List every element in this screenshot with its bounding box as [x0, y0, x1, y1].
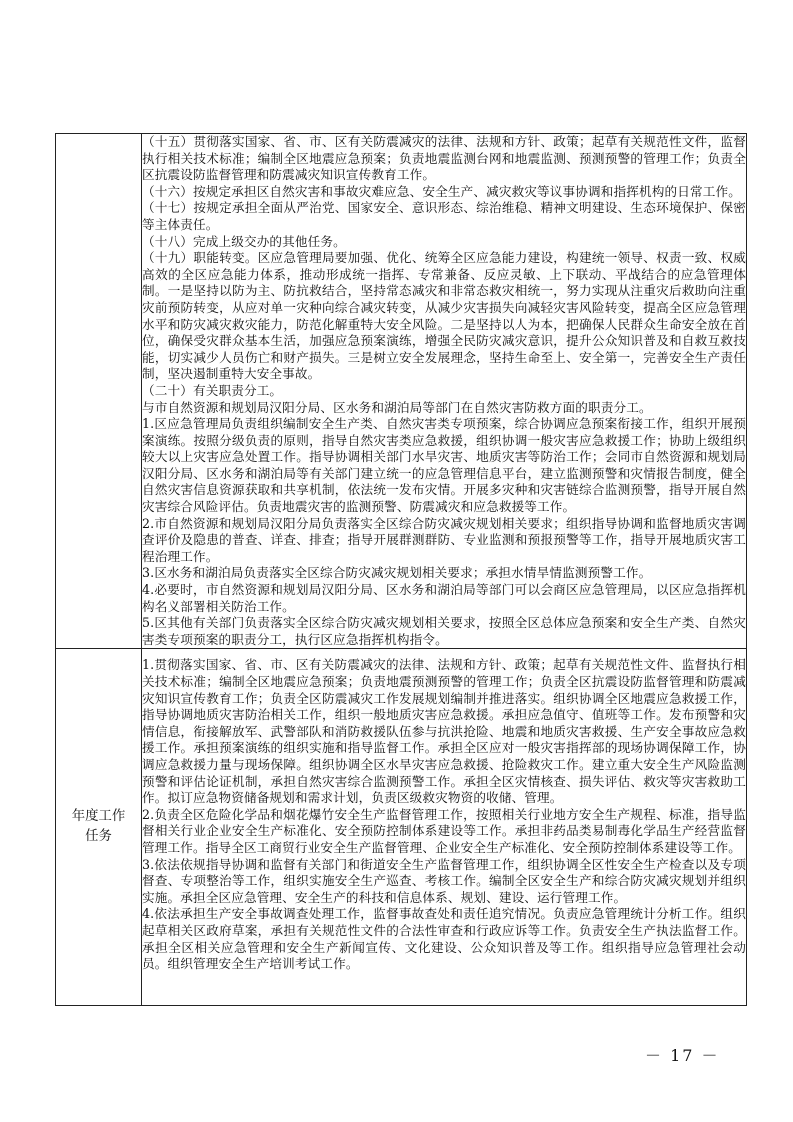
paragraph: 与市自然资源和规划局汉阳分局、区水务和湖泊局等部门在自然灾害防救方面的职责分工。 — [142, 399, 652, 415]
table-row-annual-tasks — [56, 649, 747, 1006]
duties-content-cell — [142, 134, 747, 649]
paragraph: 3.依法依规指导协调和监督有关部门和街道安全生产监督管理工作，组织协调全区性安全生产检查以及专项督查、专项整治等工作，组织实施安全生产巡查、考核工作。编制全区安全生产和综合防灾减灾规划并组织实施。承担全区应急管理、安全生产的科技和信息体系、规划、建设、运行管理工作。 — [142, 856, 746, 905]
paragraph: （十八）完成上级交办的其他任务。 — [142, 233, 346, 249]
paragraph: （十七）按规定承担全面从严治党、国家安全、意识形态、综治维稳、精神文明建设、生态环境保护、保密等主体责任。 — [142, 200, 746, 232]
paragraph: 2.市自然资源和规划局汉阳分局负责落实全区综合防灾减灾规划相关要求；组织指导协调和监督地质灾害调查评价及隐患的普查、详查、排查；指导开展群测群防、专业监测和预报预警等工作，指导开展地质灾害工程治理工作。 — [142, 515, 746, 564]
paragraph: 4.依法承担生产安全事故调查处理工作，监督事故查处和责任追究情况。负责应急管理统计分析工作。组织起草相关区政府草案，承担有关规范性文件的合法性审查和行政应诉等工作。负责安全生产执法监督工作。承担全区相关应急管理和安全生产新闻宣传、文化建设、公众知识普及等工作。组织指导应急管理社会动员。组织管理安全生产培训考试工作。 — [142, 906, 746, 972]
paragraph: 3.区水务和湖泊局负责落实全区综合防灾减灾规划相关要求；承担水情旱情监测预警工作。 — [142, 565, 652, 581]
table-row-duties — [56, 134, 747, 649]
page-number: － 17 － — [645, 1046, 720, 1065]
paragraph: 2.负责全区危险化学品和烟花爆竹安全生产监督管理工作，按照相关行业地方安全生产规程、标准，指导监督相关行业企业安全生产标准化、安全预防控制体系建设等工作。承担非药品类易制毒化学品生产经营监督管理工作。指导全区工商贸行业安全生产监督管理、企业安全生产标准化、安全预防控制体系建设等工作。 — [142, 806, 746, 855]
paragraph: （十五）贯彻落实国家、省、市、区有关防震减灾的法律、法规和方针、政策；起草有关规范性文件，监督执行相关技术标准；编制全区地震应急预案；负责地震监测台网和地震监测、预测预警的管理工作；负责全区抗震设防监督管理和防震减灾知识宣传教育工作。 — [142, 134, 746, 183]
paragraph: （十六）按规定承担区自然灾害和事故灾难应急、安全生产、减灾救灾等议事协调和指挥机构的日常工作。 — [142, 183, 741, 199]
annual-tasks-content-cell — [142, 649, 747, 1006]
paragraph: 4.必要时，市自然资源和规划局汉阳分局、区水务和湖泊局等部门可以会商区应急管理局，以区应急指挥机构名义部署相关防治工作。 — [142, 582, 746, 614]
row-label-cell — [56, 649, 142, 1006]
paragraph: （二十）有关职责分工。 — [142, 382, 283, 398]
paragraph: 5.区其他有关部门负责落实全区综合防灾减灾规划相关要求，按照全区总体应急预案和安全生产类、自然灾害类专项预案的职责分工，执行区应急指挥机构指令。 — [142, 615, 746, 647]
paragraph: （十九）职能转变。区应急管理局要加强、优化、统筹全区应急能力建设，构建统一领导、权责一致、权威高效的全区应急能力体系，推动形成统一指挥、专常兼备、反应灵敏、上下联动、平战结合的应急管理体制。一是坚持以防为主、防抗救结合，坚持常态减灾和非常态救灾相统一，努力实现从注重灾后救助向注重灾前预防转变，从应对单一灾种向综合减灾转变，从减少灾害损失向减轻灾害风险转变，提高全区应急管理水平和防灾减灾救灾能力，防范化解重特大安全风险。二是坚持以人为本，把确保人民群众生命安全放在首位，确保受灾群众基本生活，加强应急预案演练，增强全民防灾减灾意识，提升公众知识普及和自救互救技能，切实减少人员伤亡和财产损失。三是树立安全发展理念，坚持生命至上、安全第一，完善安全生产责任制，坚决遏制重特大安全事故。 — [142, 250, 746, 382]
duties-table — [55, 133, 747, 1006]
row-label-cell — [56, 134, 142, 649]
paragraph: 1.贯彻落实国家、省、市、区有关防震减灾的法律、法规和方针、政策；起草有关规范性文件、监督执行相关技术标准；编制全区地震应急预案；负责地震预测预警的管理工作；负责全区抗震设防监督管理和防震减灾知识宣传教育工作；负责全区防震减灾工作发展规划编制并推进落实。组织协调全区地震应急救援工作，指导协调地质灾害防治相关工作，组织一般地质灾害应急救援。承担应急值守、值班等工作。发布预警和灾情信息，衔接解放军、武警部队和消防救援队伍参与抗洪抢险、地震和地质灾害救援、生产安全事故应急救援工作。承担预案演练的组织实施和指导监督工作。承担全区应对一般灾害指挥部的现场协调保障工作，协调应急救援力量与现场保障。组织协调全区水旱灾害应急救援、抢险救灾工作。建立重大安全生产风险监测预警和评估论证机制，承担自然灾害综合监测预警工作。承担全区灾情核查、损失评估、救灾等灾害救助工作。拟订应急物资储备规划和需求计划，负责区级救灾物资的收储、管理。 — [142, 657, 746, 806]
row-label-annual-tasks: 年度工作任务 — [71, 809, 126, 845]
paragraph: 1.区应急管理局负责组织编制安全生产类、自然灾害类专项预案，综合协调应急预案衔接工作，组织开展预案演练。按照分级负责的原则，指导自然灾害类应急救援，组织协调一般灾害应急救援工作；协助上级组织较大以上灾害应急处置工作。指导协调相关部门水旱灾害、地质灾害等防治工作；会同市自然资源和规划局汉阳分局、区水务和湖泊局等有关部门建立统一的应急管理信息平台，建立监测预警和灾情报告制度，健全自然灾害信息资源获取和共享机制，依法统一发布灾情。开展多灾种和灾害链综合监测预警，指导开展自然灾害综合风险评估。负责地震灾害的监测预警、防震减灾和应急救援等工作。 — [142, 416, 746, 515]
